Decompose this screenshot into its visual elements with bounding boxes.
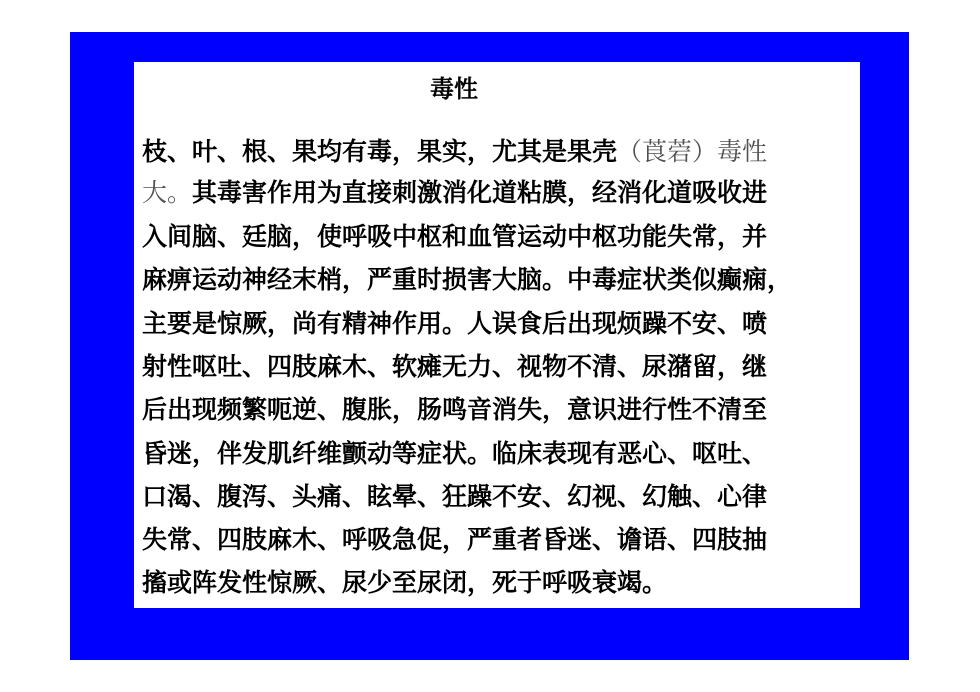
body-line-10: 失常、四肢麻木、呼吸急促，严重者昏迷、谵语、四肢抽 bbox=[142, 525, 768, 554]
body-line-1-main: 枝、叶、根、果均有毒，果实，尤其是果壳 bbox=[142, 137, 618, 166]
slide-title: 毒性 bbox=[430, 75, 478, 103]
body-line-8: 昏迷，伴发肌纤维颤动等症状。临床表现有恶心、呕吐、 bbox=[142, 439, 768, 468]
body-line-9: 口渴、腹泻、头痛、眩晕、狂躁不安、幻视、幻触、心律 bbox=[142, 482, 768, 511]
body-line-7: 后出现频繁呃逆、腹胀，肠鸣音消失，意识进行性不清至 bbox=[142, 395, 768, 424]
body-line-2-main: 其毒害作用为直接刺激消化道粘膜，经消化道吸收进 bbox=[192, 178, 768, 207]
body-line-4: 麻痹运动神经末梢，严重时损害大脑。中毒症状类似癫痫， bbox=[142, 265, 793, 294]
body-line-2 bbox=[142, 177, 767, 209]
body-line-1 bbox=[142, 136, 767, 168]
body-line-1-muted: （莨菪）毒性 bbox=[617, 137, 768, 166]
body-line-6: 射性呕吐、四肢麻木、软瘫无力、视物不清、尿潴留，继 bbox=[142, 352, 768, 381]
body-line-3: 入间脑、廷脑，使呼吸中枢和血管运动中枢功能失常，并 bbox=[142, 222, 768, 251]
body-line-2-muted: 大。 bbox=[142, 178, 193, 207]
body-line-11: 搐或阵发性惊厥、尿少至尿闭，死于呼吸衰竭。 bbox=[142, 568, 668, 597]
body-line-5: 主要是惊厥，尚有精神作用。人误食后出现烦躁不安、喷 bbox=[142, 309, 768, 338]
